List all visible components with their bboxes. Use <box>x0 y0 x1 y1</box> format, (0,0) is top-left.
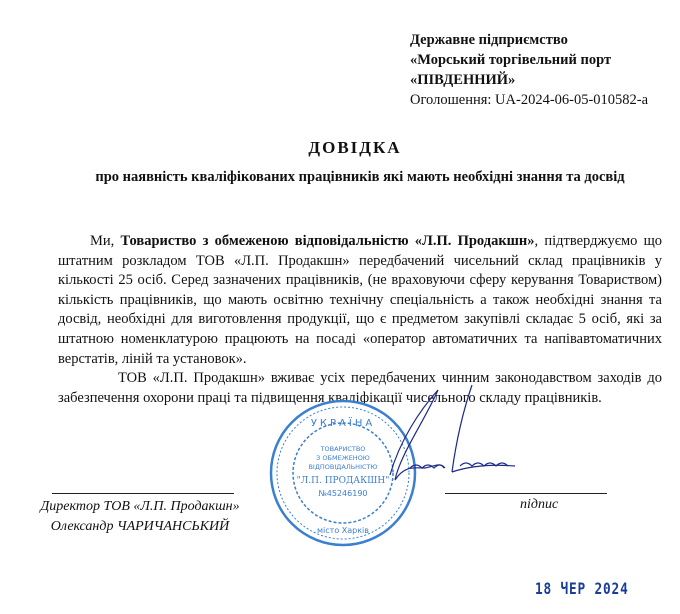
handwritten-signature-icon <box>380 380 560 490</box>
p1-rest: , підтверджуємо що штатним розкладом ТОВ «Л.П. Продакшн» передбачений чисельний склад працівників у кількості 25 осіб. Серед зазначених працівників, (не враховуючи сферу керування Товариством) кількість працівників, що мають освітню технічну спеціальність а також необхідні знання та досвід, необхідні для виготовлення продукції, що є предметом закупівлі складає 5 осіб, які за штатною номенклатурою працюють на посаді «оператор автоматичних та напівавтоматичних верстатів, ліній та установок». <box>58 233 662 367</box>
announcement-id: Оголошення: UA-2024-06-05-010582-a <box>410 92 649 108</box>
addressee-line-3: «ПІВДЕННИЙ» <box>410 72 516 88</box>
signature-line-left <box>52 493 234 494</box>
p1-start: Ми, <box>90 233 121 249</box>
svg-text:З ОБМЕЖЕНОЮ: З ОБМЕЖЕНОЮ <box>316 454 370 462</box>
addressee-block <box>410 30 648 110</box>
svg-text:№45246190: №45246190 <box>318 489 368 498</box>
svg-text:місто Харків: місто Харків <box>317 526 369 535</box>
signatory-name: Олександр ЧАРИЧАНСЬКИЙ <box>50 519 230 534</box>
document-subtitle: про наявність кваліфікованих працівників які мають необхідні знання та досвід <box>95 169 625 185</box>
svg-text:"Л.П. ПРОДАКШН": "Л.П. ПРОДАКШН" <box>296 476 390 486</box>
svg-text:ВІДПОВІДАЛЬНІСТЮ: ВІДПОВІДАЛЬНІСТЮ <box>308 463 378 471</box>
signatory <box>20 497 260 537</box>
signatory-position: Директор ТОВ «Л.П. Продакшн» <box>40 499 240 514</box>
svg-text:УКРАЇНА: УКРАЇНА <box>310 418 376 429</box>
document-body <box>58 232 662 408</box>
signature-label: підпис <box>520 497 559 512</box>
document-title: ДОВІДКА <box>308 138 402 157</box>
paragraph-2: ТОВ «Л.П. Продакшн» вживає усіх передбачених чинним законодавством заходів до забезпечення охорони праці та підвищення кваліфікації чисельного складу працівників. <box>58 370 662 406</box>
addressee-line-2: «Морський торгівельний порт <box>410 52 612 68</box>
date-stamp: 18 ЧЕР 2024 <box>535 579 629 598</box>
addressee-line-1: Державне підприємство <box>410 32 568 48</box>
signature-line-right <box>445 493 607 494</box>
company-name: Товариство з обмеженою відповідальністю «Л.П. Продакшн» <box>120 233 535 249</box>
svg-text:ТОВАРИСТВО: ТОВАРИСТВО <box>320 445 366 453</box>
paragraph-1 <box>58 232 662 369</box>
